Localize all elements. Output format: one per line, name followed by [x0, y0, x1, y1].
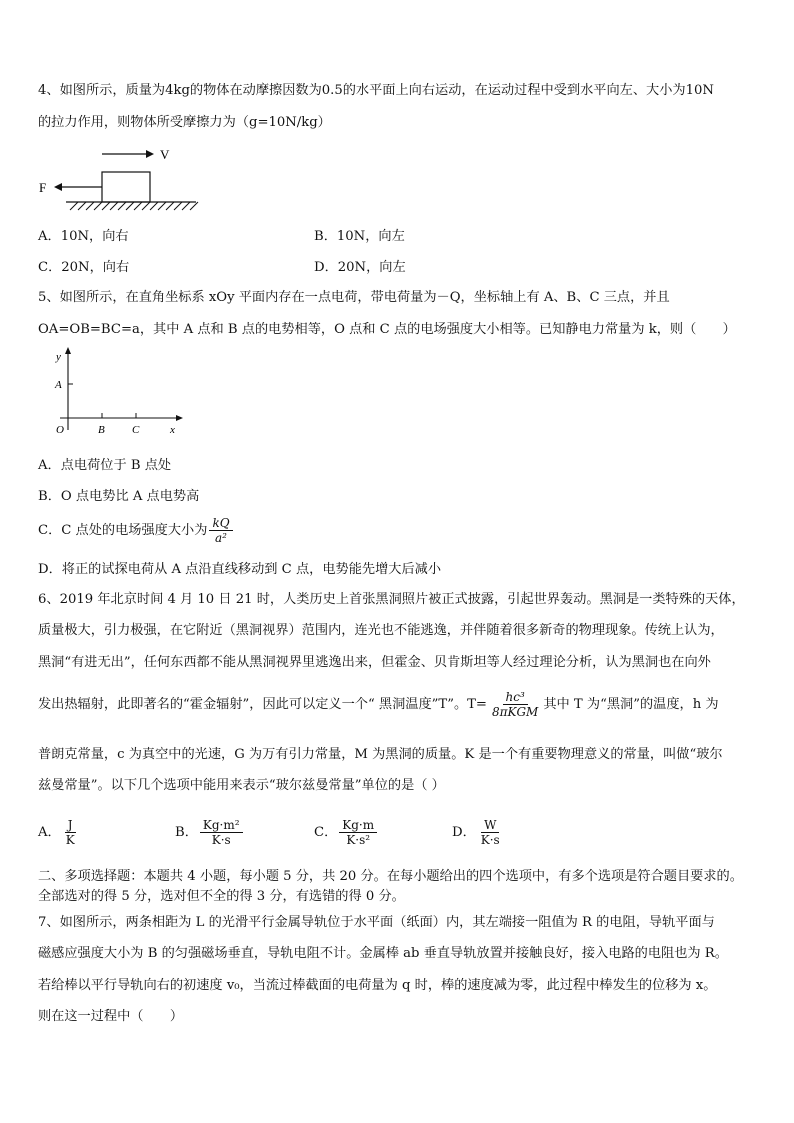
fraction-denominator: K — [65, 833, 75, 847]
fraction-numerator: Kg·m — [339, 818, 377, 833]
fraction-denominator: a² — [215, 531, 227, 545]
section2-heading-line1: 二、多项选择题：本题共 4 小题，每小题 5 分，共 20 分。在每小题给出的四个选项中，有多个选项是符合题目要求的。 — [38, 869, 743, 884]
q5-option-b: B．O 点电势比 A 点电势高 — [38, 489, 200, 504]
q5-option-a: A．点电荷位于 B 点处 — [38, 458, 172, 473]
q7-stem-line3: 若给棒以平行导轨向右的初速度 v₀，当流过棒截面的电荷量为 q 时，棒的速度减为零，此过程中棒发生的位移为 x。 — [38, 978, 717, 993]
section2-heading-line2: 全部选对的得 5 分，选对但不全的得 3 分，有选错的得 0 分。 — [38, 889, 405, 904]
formula-numerator: hc³ — [503, 690, 528, 705]
q6-formula-fraction — [489, 690, 541, 719]
q4-figure — [36, 140, 206, 220]
q7-stem-line4: 则在这一过程中（ ） — [38, 1009, 184, 1024]
origin-label: O — [56, 424, 64, 436]
q6-stem-line3: 黑洞“有进无出”，任何东西都不能从黑洞视界里逃逸出来，但霍金、贝肯斯坦等人经过理论分析，认为黑洞也在向外 — [38, 655, 711, 670]
force-label: F — [39, 180, 47, 195]
y-axis-label: y — [56, 351, 61, 363]
q6-stem-line4 — [38, 690, 719, 719]
fraction-numerator: kQ — [209, 516, 232, 531]
point-c-label: C — [132, 424, 140, 436]
block — [102, 172, 150, 202]
q5-stem-line2: OA=OB=BC=a，其中 A 点和 B 点的电势相等，O 点和 C 点的电场强度大小相等。已知静电力常量为 k，则（ ） — [38, 322, 736, 337]
q6-stem-line6: 兹曼常量”。以下几个选项中能用来表示“玻尔兹曼常量”单位的是（ ） — [38, 778, 445, 793]
fraction-numerator: Kg·m² — [200, 818, 243, 833]
fraction-numerator: J — [65, 818, 76, 833]
q4-option-b: B．10N，向左 — [314, 229, 405, 244]
fraction-denominator: K·s — [211, 833, 231, 847]
q7-stem-line1: 7、如图所示，两条相距为 L 的光滑平行金属导轨位于水平面（纸面）内，其左端接一阻值为 R 的电阻，导轨平面与 — [38, 915, 715, 930]
q6-option-a — [38, 818, 80, 847]
q4-stem-line1: 4、如图所示，质量为4kg的物体在动摩擦因数为0.5的水平面上向右运动，在运动过程中受到水平向左、大小为10N — [38, 83, 714, 98]
q5-option-c-text: C．C 点处的电场强度大小为 — [38, 522, 208, 538]
q6-option-b — [175, 818, 245, 847]
q5-option-c-fraction — [209, 516, 232, 545]
q5-option-c — [38, 516, 235, 545]
q6-stem-line1: 6、2019 年北京时间 4 月 10 日 21 时，人类历史上首张黑洞照片被正式披露，引起世界轰动。黑洞是一类特殊的天体， — [38, 592, 745, 607]
option-fraction — [478, 818, 503, 847]
option-fraction — [339, 818, 377, 847]
q6-stem-line2: 质量极大，引力极强，在它附近（黑洞视界）范围内，连光也不能逃逸，并伴随着很多新奇的物理现象。传统上认为， — [38, 623, 724, 638]
formula-denominator: 8πKGM — [491, 705, 539, 719]
ground-hatch — [70, 202, 198, 210]
q4-option-c: C．20N，向右 — [38, 260, 130, 275]
x-axis-label: x — [170, 424, 175, 436]
q7-stem-line2: 磁感应强度大小为 B 的匀强磁场垂直，导轨电阻不计。金属棒 ab 垂直导轨放置并接触良好，接入电路的电阻也为 R。 — [38, 946, 728, 961]
option-label: D． — [452, 824, 476, 840]
q6-line4-pre: 发出热辐射，此即著名的“霍金辐射”，因此可以定义一个“ 黑洞温度”T”。T= — [38, 696, 487, 712]
option-fraction — [63, 818, 78, 847]
option-label: B． — [175, 824, 198, 840]
option-fraction — [200, 818, 243, 847]
fraction-denominator: K·s² — [346, 833, 371, 847]
q5-stem-line1: 5、如图所示，在直角坐标系 xOy 平面内存在一点电荷，带电荷量为－Q，坐标轴上有 A、B、C 三点，并且 — [38, 290, 670, 305]
fraction-numerator: W — [481, 818, 499, 833]
fraction-denominator: K·s — [480, 833, 500, 847]
option-label: A． — [38, 824, 61, 840]
q6-option-c — [314, 818, 379, 847]
q5-figure — [46, 346, 186, 438]
q4-option-d: D．20N，向左 — [314, 260, 406, 275]
velocity-label: V — [160, 147, 170, 162]
point-a-label: A — [55, 379, 62, 391]
point-b-label: B — [98, 424, 105, 436]
q4-option-a: A．10N，向右 — [38, 229, 129, 244]
q6-option-d — [452, 818, 505, 847]
q6-stem-line5: 普朗克常量，c 为真空中的光速，G 为万有引力常量，M 为黑洞的质量。K 是一个有重要物理意义的常量，叫做“玻尔 — [38, 747, 723, 762]
q6-line4-post: 其中 T 为“黑洞”的温度，h 为 — [543, 696, 719, 712]
q5-option-d: D．将正的试探电荷从 A 点沿直线移动到 C 点，电势能先增大后减小 — [38, 562, 442, 577]
q4-stem-line2: 的拉力作用，则物体所受摩擦力为（g=10N/kg） — [38, 115, 331, 130]
option-label: C． — [314, 824, 338, 840]
